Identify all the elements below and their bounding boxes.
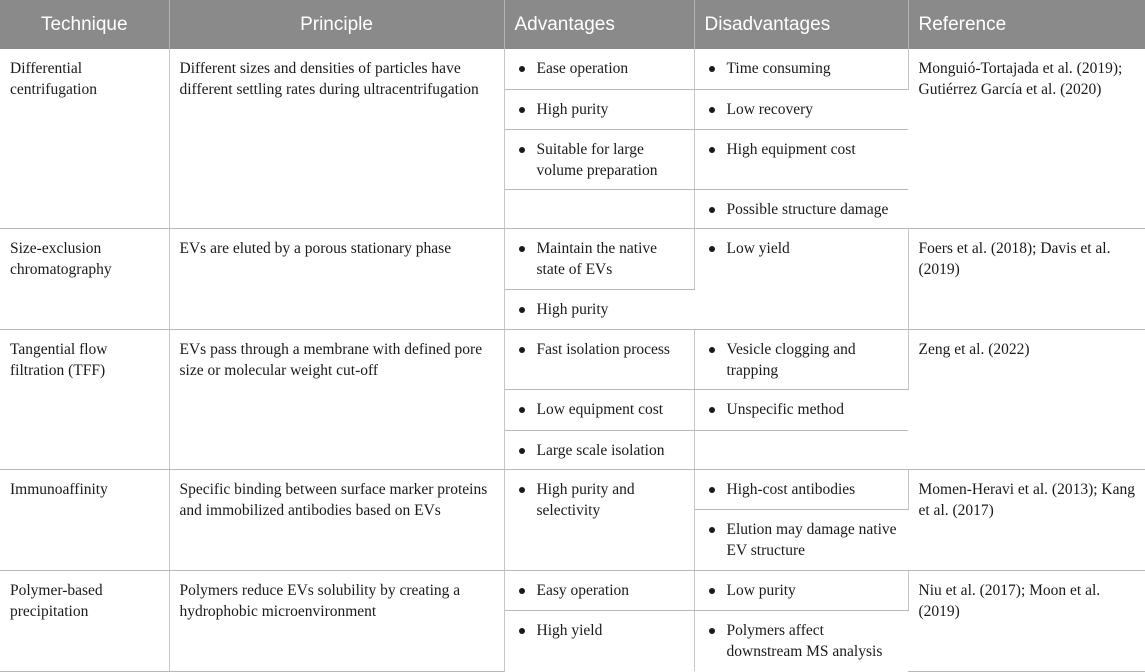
principle-cell: EVs pass through a membrane with defined pore size or molecular weight cut-off [169,329,504,469]
technique-cell: Differential centrifugation [0,49,169,228]
principle-cell: Polymers reduce EVs solubility by creating a hydrophobic microenvironment [169,570,504,671]
technique-cell: Size-exclusion chromatography [0,228,169,329]
advantage-cell [504,570,694,610]
disadvantage-text: Low yield [726,239,790,257]
advantage-text: Maintain the native state of EVs [536,239,658,278]
bullet-icon [709,407,715,413]
bullet-icon [519,147,525,153]
table-row [0,228,1145,289]
header-principle: Principle [169,0,504,49]
bullet-icon [709,628,715,634]
advantage-cell-empty [504,189,694,228]
advantage-text: Large scale isolation [536,441,665,459]
advantage-cell [504,469,694,570]
disadvantage-cell [694,509,908,570]
disadvantage-text: Vesicle clogging and trapping [726,340,856,379]
bullet-icon [519,487,525,493]
disadvantage-text: Low recovery [726,100,813,118]
disadvantage-cell [694,610,908,671]
bullet-icon [519,448,525,454]
bullet-icon [709,487,715,493]
technique-cell: Polymer-based precipitation [0,570,169,671]
advantage-cell [504,228,694,289]
reference-cell: Zeng et al. (2022) [908,329,1145,469]
advantage-text: High purity [536,100,609,118]
reference-cell: Momen-Heravi et al. (2013); Kang et al. (2017) [908,469,1145,570]
disadvantage-cell [694,189,908,228]
advantage-text: Low equipment cost [536,400,664,418]
advantage-text: High purity [536,300,609,318]
disadvantage-cell [694,49,908,89]
disadvantage-cell [694,389,908,430]
disadvantage-text: Low purity [726,581,796,599]
disadvantage-text: Time consuming [726,60,831,77]
disadvantage-cell [694,329,908,389]
bullet-icon [519,588,525,594]
disadvantage-cell [694,570,908,610]
reference-cell: Foers et al. (2018); Davis et al. (2019) [908,228,1145,329]
technique-cell: Immunoaffinity [0,469,169,570]
disadvantage-text: Polymers affect downstream MS analysis [726,621,883,660]
bullet-icon [519,107,525,113]
advantage-cell [504,389,694,430]
disadvantage-cell [694,89,908,129]
reference-cell: Monguió-Tortajada et al. (2019); Gutiérrez García et al. (2020) [908,49,1145,228]
disadvantage-cell [694,228,908,329]
bullet-icon [519,246,525,252]
table-row [0,570,1145,610]
bullet-icon [519,66,525,72]
advantage-cell [504,129,694,189]
bullet-icon [709,107,715,113]
header-advantages: Advantages [504,0,694,49]
header-technique: Technique [0,0,169,49]
bullet-icon [709,588,715,594]
advantage-cell [504,610,694,671]
table-row [0,49,1145,89]
advantage-text: High yield [536,621,603,639]
principle-cell: Different sizes and densities of particles have different settling rates during ultracentrifugation [169,49,504,228]
bullet-icon [709,347,715,353]
disadvantage-text: High-cost antibodies [726,480,856,498]
header-disadvantages: Disadvantages [694,0,908,49]
bullet-icon [709,147,715,153]
reference-cell: Niu et al. (2017); Moon et al. (2019) [908,570,1145,671]
advantage-cell [504,89,694,129]
advantage-text: Suitable for large volume preparation [536,140,658,179]
table-row [0,469,1145,509]
bullet-icon [709,207,715,213]
disadvantage-text: High equipment cost [726,140,856,158]
bullet-icon [519,307,525,313]
disadvantage-text: Possible structure damage [726,200,889,218]
advantage-cell [504,329,694,389]
bullet-icon [709,246,715,252]
advantage-text: High purity and selectivity [536,480,635,519]
advantage-text: Easy operation [536,581,630,599]
advantage-cell [504,289,694,329]
advantage-text: Ease operation [536,60,629,77]
advantage-cell [504,430,694,469]
bullet-icon [519,628,525,634]
bullet-icon [709,527,715,533]
bullet-icon [709,66,715,72]
principle-cell: Specific binding between surface marker proteins and immobilized antibodies based on EVs [169,469,504,570]
advantage-cell [504,49,694,89]
header-row [0,0,1145,49]
disadvantage-cell-empty [694,430,908,469]
disadvantage-cell [694,129,908,189]
header-reference: Reference [908,0,1145,49]
disadvantage-cell [694,469,908,509]
technique-cell: Tangential flow filtration (TFF) [0,329,169,469]
table-row [0,329,1145,389]
advantage-text: Fast isolation process [536,340,670,358]
bullet-icon [519,347,525,353]
bullet-icon [519,407,525,413]
principle-cell: EVs are eluted by a porous stationary phase [169,228,504,329]
disadvantage-text: Elution may damage native EV structure [726,520,897,559]
disadvantage-text: Unspecific method [726,400,845,418]
